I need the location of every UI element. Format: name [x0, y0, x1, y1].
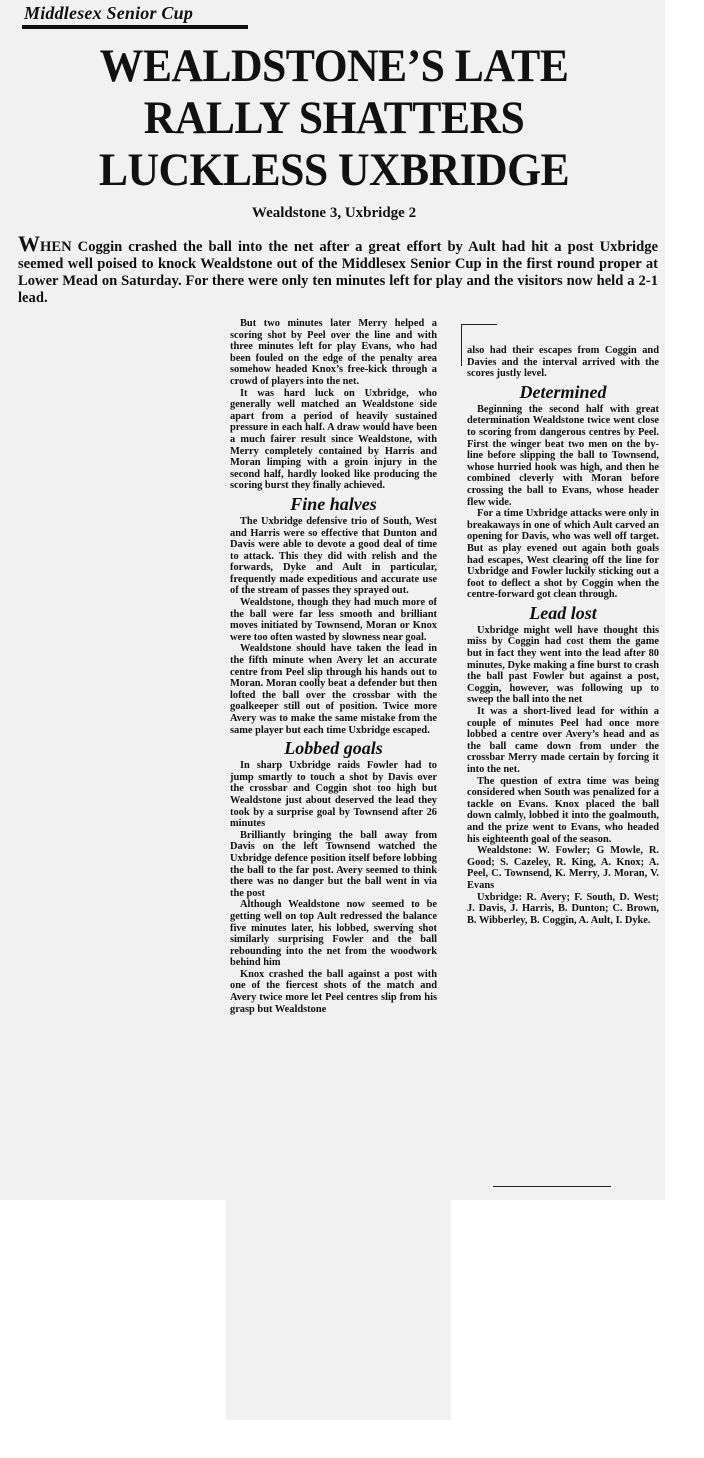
col2-paragraph-1: also had their escapes from Coggin and Davies and the interval arrived with the scores justly level.	[467, 345, 659, 380]
column-1	[230, 318, 437, 1015]
team-wealdstone	[467, 845, 659, 891]
column-bracket-side	[461, 324, 462, 366]
column-bracket-top	[461, 324, 497, 325]
score-line: Wealdstone 3, Uxbridge 2	[251, 205, 417, 221]
col1-paragraph-3: The Uxbridge defensive trio of South, West and Harris were so effective that Dunton and Davis were able to devote a good deal of time to attack. This they did with relish and the forwards, Dyke and Ault in particular, frequently made expeditious and accurate use of the stream of passes they sprayed out.	[230, 515, 437, 597]
col2-paragraph-6: The question of extra time was being considered when South was penalized for a tackle on Evans. Knox placed the ball down calmly, lobbed it into the goalmouth, and the prize went to Evans, who headed his eighteenth goal of the season.	[467, 775, 659, 845]
col1-paragraph-8: Although Wealdstone now seemed to be getting well on top Ault redressed the balance five minutes later, his lobbed, swerving shot similarly surprising Fowler and the ball rebounding into the net from the woodwork behind him	[230, 899, 437, 969]
column-2	[467, 345, 659, 926]
col1-paragraph-6: In sharp Uxbridge raids Fowler had to jump smartly to touch a shot by Davis over the crossbar and Coggin shot too high but Wealdstone just about deserved the lead they took by a surprise goal by Townsend after 26 minutes	[230, 760, 437, 830]
subheading-determined: Determined	[519, 381, 607, 402]
col2-paragraph-2: Beginning the second half with great determination Wealdstone twice went close to scoring from dangerous centres by Peel. First the winger beat two men on the by-line before slipping the ball to Townsend, whose hurried hook was high, and then he combined cleverly with Moran before crossing the ball to Evans, whose header flew wide.	[467, 403, 659, 508]
headline-line-1: WEALDSTONE’S LATE	[99, 40, 569, 92]
col1-paragraph-4: Wealdstone, though they had much more of the ball were far less smooth and brilliant moves initiated by Townsend, Moran or Knox were too often wasted by slowness near goal.	[230, 597, 437, 643]
lede-text: HEN Coggin crashed the ball into the net after a great effort by Ault had hit a post Uxbridge seemed well poised to knock Wealdstone out of the Middlesex Senior Cup in the first round proper at Lower Mead on Saturday. For there were only ten minutes left for play and the visitors now held a 2-1 lead.	[18, 239, 658, 306]
section-underline	[22, 25, 248, 29]
col2-paragraph-3: For a time Uxbridge attacks were only in breakaways in one of which Ault carved an opening for Davis, who was well off target. But as play evened out again both goals had escapes, West clearing off the line for Uxbridge and Fowler luckily sticking out a foot to deflect a shot by Coggin when the centre-forward got clean through.	[467, 508, 659, 601]
team-uxbridge-players: R. Avery; F. South, D. West; J. Davis, J. Harris, B. Dunton; C. Brown, B. Wibberley, B. Coggin, A. Ault, I. Dyke.	[467, 891, 659, 926]
subheading-lead-lost: Lead lost	[529, 602, 597, 623]
end-rule	[493, 1186, 611, 1187]
col1-paragraph-1: But two minutes later Merry helped a scoring shot by Peel over the line and with three minutes left for play Evans, who had been fouled on the edge of the penalty area somehow headed Knox’s free-kick through a crowd of players into the net.	[230, 318, 437, 387]
col2-paragraph-4: Uxbridge might well have thought this miss by Coggin had cost them the game but in fact they went into the lead after 80 minutes, Dyke making a fine burst to crash the ball past Fowler but against a post, Coggin, however, was following up to sweep the ball into the net	[467, 624, 659, 706]
lede-paragraph	[18, 231, 658, 307]
headline-line-2: RALLY SHATTERS	[143, 92, 525, 144]
subheading-lobbed-goals: Lobbed goals	[284, 738, 383, 759]
team-wealdstone-players: W. Fowler; G Mowle, R. Good; S. Cazeley, R. King, A. Knox; A. Peel, C. Townsend, K. Merry, J. Moran, V. Evans	[467, 845, 659, 891]
col2-paragraph-5: It was a short-lived lead for within a couple of minutes Peel had once more lobbed a centre over Avery’s head and as the ball came down from under the crossbar Merry made certain by forcing it into the net.	[467, 706, 659, 775]
team-wealdstone-label: Wealdstone:	[477, 845, 532, 857]
newsprint-background-lower	[226, 1200, 451, 1420]
col1-paragraph-2: It was hard luck on Uxbridge, who generally well matched an Wealdstone side apart from a period of heavily sustained pressure in each half. A draw would have been a much fairer result since Wealdstone, with Merry completely contained by Harris and Moran limping with a groin injury in the second half, hardly looked like producing the scoring burst they finally achieved.	[230, 387, 437, 492]
headline-line-3: LUCKLESS UXBRIDGE	[98, 144, 570, 196]
team-uxbridge-label: Uxbridge:	[477, 891, 523, 903]
headline	[42, 40, 626, 196]
col1-paragraph-9: Knox crashed the ball against a post with one of the fiercest shots of the match and Avery twice more let Peel centres slip from his grasp but Wealdstone	[230, 968, 437, 1015]
col1-paragraph-5: Wealdstone should have taken the lead in the fifth minute when Avery let an accurate centre from Peel slip through his hands out to Moran. Moran coolly beat a defender but then lofted the ball over the crossbar with the goalkeeper still out of position. Twice more Avery was to make the same mistake from the same player but each time Uxbridge escaped.	[230, 643, 437, 736]
subheading-fine-halves: Fine halves	[290, 493, 377, 514]
section-label: Middlesex Senior Cup	[24, 3, 194, 23]
team-uxbridge	[467, 892, 659, 927]
lede-initial: W	[18, 231, 40, 256]
col1-paragraph-7: Brilliantly bringing the ball away from Davis on the left Townsend watched the Uxbridge defence position itself before lobbing the ball to the far post. Avery seemed to think there was no danger but the ball went in via the post	[230, 829, 437, 899]
